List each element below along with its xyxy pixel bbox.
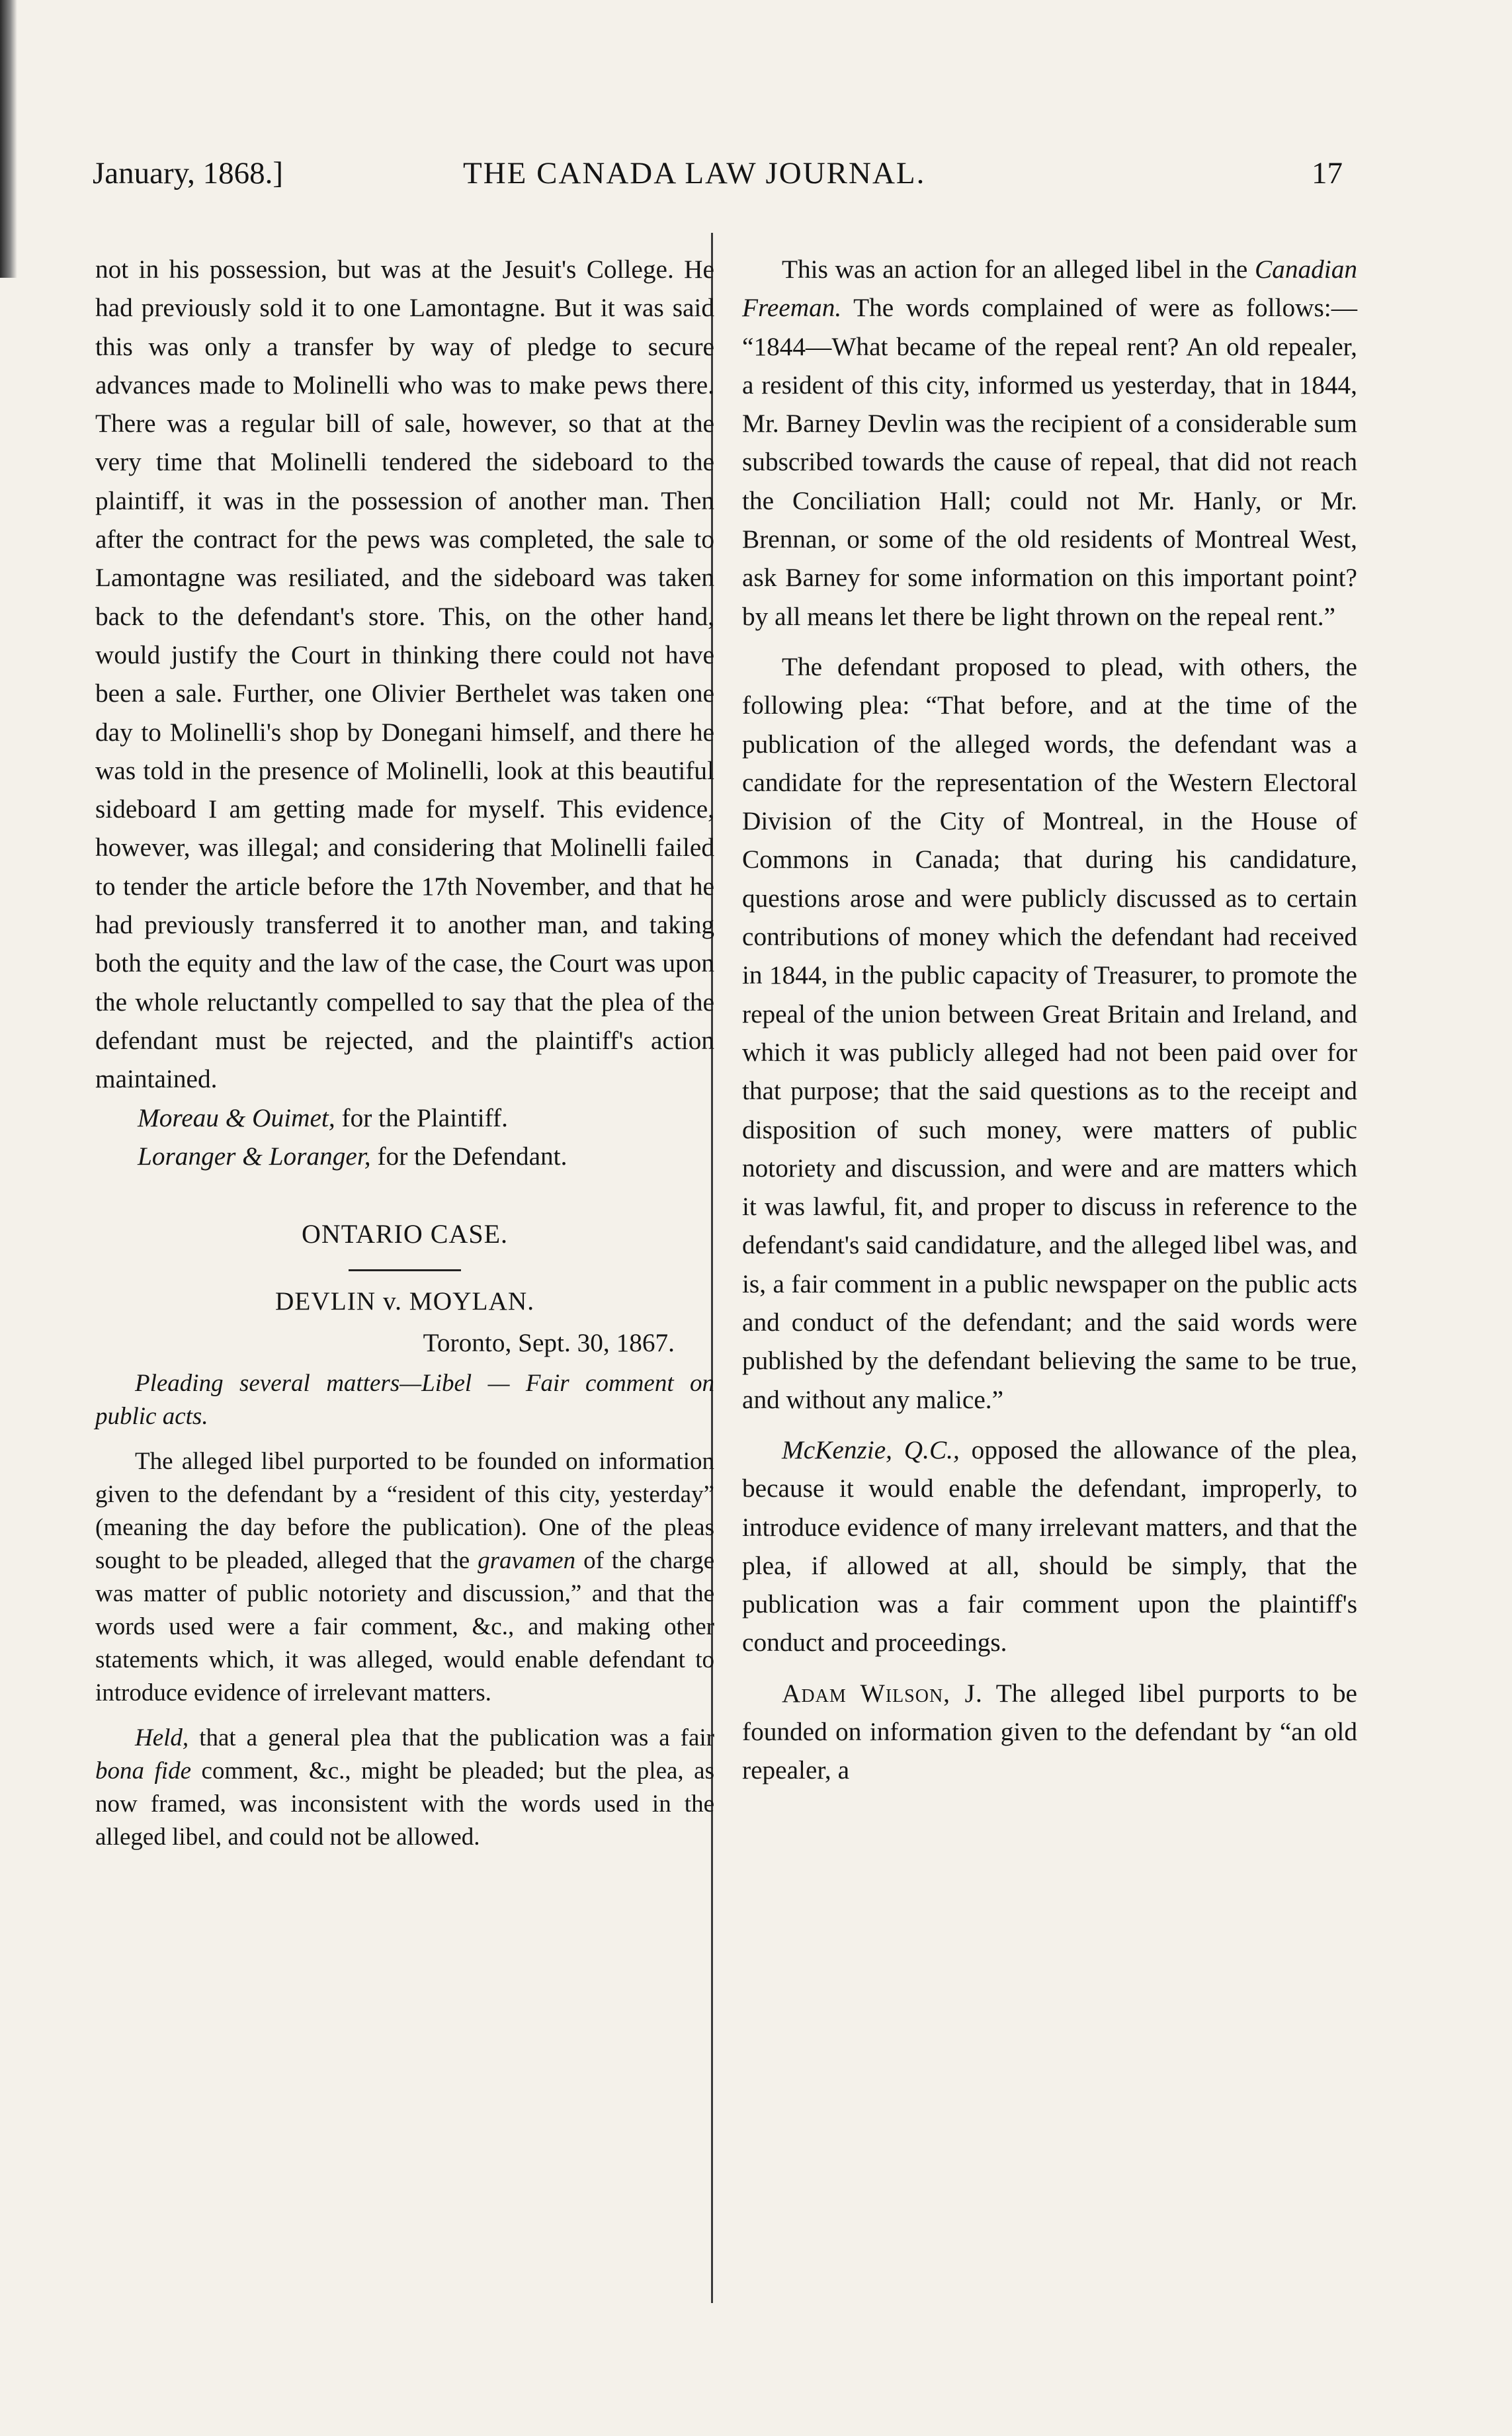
page-number: 17 [1312, 156, 1343, 190]
held-text-1: that a general plea that the publication was a fair [199, 1724, 714, 1752]
counsel-defendant [95, 1137, 714, 1175]
opposition-paragraph [742, 1431, 1357, 1662]
headnote [95, 1367, 714, 1433]
opposition-text: opposed the allowance of the plea, because it would enable the defendant, improperly, to introduce evidence of many irrelevant matters, and that the plea, if allowed at all, should be simply, that the publication was a fair comment upon the plaintiff's conduct and proceedings. [742, 1435, 1358, 1658]
newspaper-name: Canadian Freeman. [742, 255, 1357, 323]
left-column [95, 250, 714, 1854]
action-text-start: This was an action for an alleged libel in the [782, 255, 1248, 284]
judgment-text: The alleged libel purports to be founded on information given to the defendant by “an old repealer, a [742, 1678, 1357, 1785]
case-summary [95, 1445, 714, 1710]
judgment-opening [742, 1674, 1357, 1790]
counsel-plaintiff-role: for the Plaintiff. [341, 1103, 508, 1132]
summary-italic: gravamen [478, 1547, 576, 1575]
held-italic: bona fide [95, 1757, 191, 1785]
section-title: ONTARIO CASE. [301, 1219, 509, 1249]
counsel-plaintiff-name: Moreau & Ouimet, [138, 1103, 335, 1132]
proposed-plea: The defendant proposed to plead, with others, the following plea: “That before, and at the time of the publication of the alleged words, the defendant was a candidate for the representation of the Western Electoral Division of the City of Montreal, in the House of Commons in Canada; that during his candidature, questions arose and were publicly discussed as to certain contributions of money which the defendant had received in 1844, in the public capacity of Treasurer, to promote the repeal of the union between Great Britain and Ireland, and which it was publicly alleged had not been paid over for that purpose; that the said questions as to the receipt and disposition of such money, were matters of public notoriety and discussion, and were and are matters which it was lawful, fit, and proper to discuss in reference to the defendant's said candidature, and the alleged libel was, and is, a fair comment in a public newspaper on the public acts and conduct of the defendant; and the said words were published by the defendant believing the same to be true, and without any malice.” [742, 651, 1357, 1414]
summary-text-1: The alleged libel purported to be founded on information given to the defendant by a “resident of this city, yesterday” (meaning the day before the publication). One of the pleas sought to be pleaded, alleged that the [95, 1448, 714, 1575]
action-text-rest: The words complained of were as follows:— “1844—What became of the repeal rent? An old repealer, a resident of this city, informed us yesterday, that in 1844, Mr. Barney Devlin was the recipient of a considerable sum subscribed towards the cause of repeal, that did not reach the Conciliation Hall; could not Mr. Hanly, or Mr. Brennan, or some of the old residents of Montreal West, ask Barney for some information on this important point? by all means let there be light thrown on the repeal rent.” [742, 293, 1357, 631]
judgment-continuation: not in his possession, but was at the Jesuit's College. He had previously sold it to one Lamontagne. But it was said this was only a transfer by way of pledge to secure advances made to Molinelli who was to make pews there. There was a regular bill of sale, however, so that at the very time that Molinelli tendered the sideboard to the plaintiff, it was in the possession of another man. Then after the contract for the pews was completed, the sale to Lamontagne was resiliated, and the sideboard was taken back to the defendant's store. This, on the other hand, would justify the Court in thinking there could not have been a sale. Further, one Olivier Berthelet was taken one day to Molinelli's shop by Donegani himself, and there he was told in the presence of Molinelli, look at this beautiful sideboard I am getting made for myself. This evidence, however, was illegal; and considering that Molinelli failed to tender the article before the 17th November, and that he had previously transferred it to another man, and taking both the equity and the law of the case, the Court was upon the whole reluctantly compelled to say that the plea of the defendant must be rejected, and the plaintiff's action maintained. [95, 255, 714, 1094]
judge-name: Adam Wilson, J. [782, 1678, 983, 1708]
holding [95, 1722, 714, 1854]
right-column [742, 250, 1357, 1790]
page-edge-shadow [0, 0, 17, 278]
case-date: Toronto, Sept. 30, 1867. [423, 1327, 675, 1357]
counsel-defendant-name: Loranger & Loranger, [138, 1141, 371, 1171]
counsel-name: McKenzie, Q.C., [782, 1435, 960, 1464]
section-rule [349, 1269, 461, 1271]
summary-text-2: of the charge was matter of public notoriety and discussion,” and that the words used were a fair comment, &c., and making other statements which, it was alleged, would enable defendant to introduce evidence of irrelevant matters. [95, 1547, 715, 1707]
held-text-2: comment, &c., might be pleaded; but the plea, as now framed, was inconsistent with the words used in the alleged libel, and could not be allowed. [95, 1757, 715, 1851]
running-header [93, 153, 1343, 193]
case-name: DEVLIN v. MOYLAN. [274, 1286, 535, 1316]
header-date: January, 1868.] [93, 156, 284, 190]
journal-title: THE CANADA LAW JOURNAL. [463, 156, 926, 190]
action-description [742, 250, 1357, 636]
held-word: Held, [135, 1724, 189, 1752]
counsel-defendant-role: for the Defendant. [377, 1141, 567, 1171]
headnote-text: Pleading several matters—Libel — Fair comment on public acts. [95, 1370, 714, 1431]
counsel-plaintiff [95, 1099, 714, 1137]
